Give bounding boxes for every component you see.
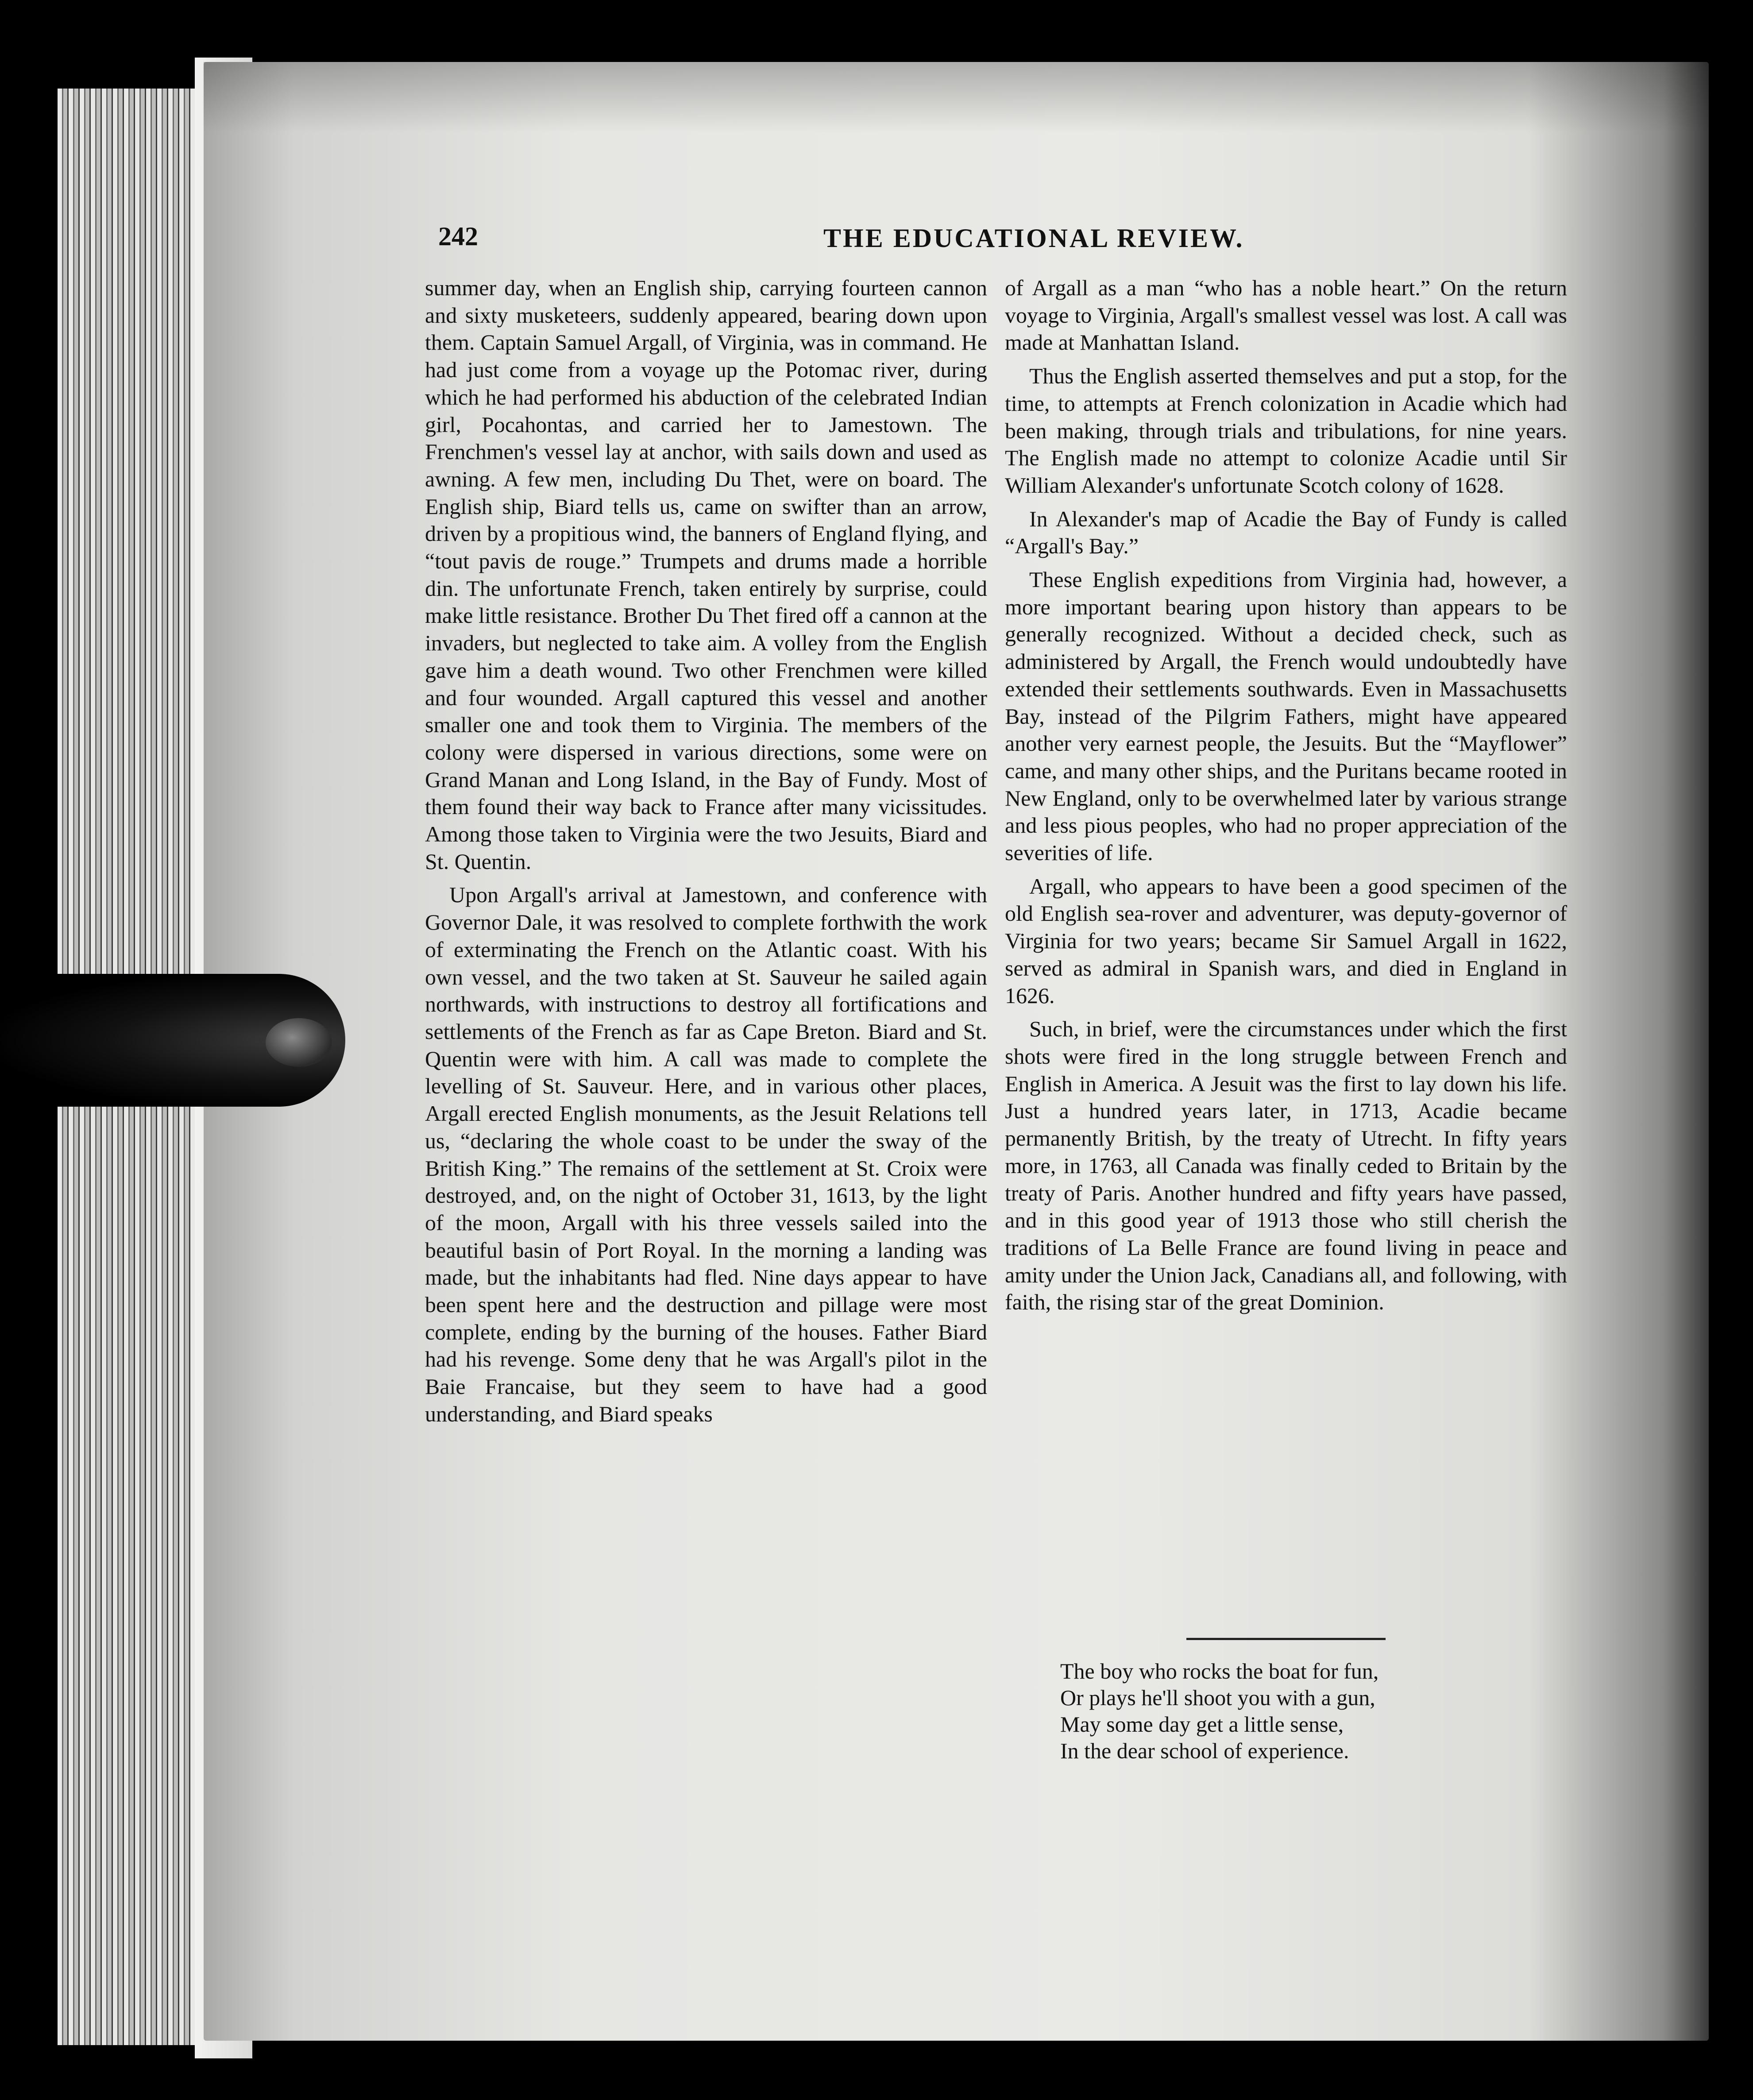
poem-line: In the dear school of experience. bbox=[1060, 1738, 1349, 1763]
paragraph: In Alexander's map of Acadie the Bay of Fundy is called “Argall's Bay.” bbox=[1005, 506, 1567, 559]
paragraph: Argall, who appears to have been a good specimen of the old English sea-rover and adventurer, was deputy-governor of Virginia for two years; became Sir Samuel Argall in 1622, served as admiral in Spanish wars, and died in England in 1626. bbox=[1005, 873, 1567, 1008]
left-column bbox=[425, 274, 987, 1428]
paragraph: Thus the English asserted themselves and put a stop, for the time, to attempts at French colonization in Acadie which had been making, through trials and tribulations, for nine years. The English made no attempt to colonize Acadie until Sir William Alexander's unfortunate Scotch colony of 1628. bbox=[1005, 363, 1567, 498]
right-column bbox=[1005, 274, 1567, 1316]
paragraph: of Argall as a man “who has a noble heart.” On the return voyage to Virginia, Argall's smallest vessel was lost. A call was made at Manhattan Island. bbox=[1005, 275, 1567, 355]
poem bbox=[1060, 1658, 1503, 1764]
paragraph: These English expeditions from Virginia had, however, a more important bearing upon history than appears to be generally recognized. Without a decided check, such as administered by Argall, the French would undoubtedly have extended their settlements southwards. Even in Massachusetts Bay, instead of the Pilgrim Fathers, might have appeared another very earnest people, the Jesuits. But the “Mayflower” came, and many other ships, and the Puritans became rooted in New England, only to be overwhelmed later by various strange and less pious peoples, who had no proper appreciation of the severities of life. bbox=[1005, 567, 1567, 865]
page-header bbox=[438, 221, 1678, 261]
paragraph: summer day, when an English ship, carrying fourteen cannon and sixty musketeers, suddenly appeared, bearing down upon them. Captain Samuel Argall, of Virginia, was in command. He had just come from a voyage up the Potomac river, during which he had performed his abduction of the celebrated Indian girl, Pocahontas, and carried her to Jamestown. The Frenchmen's vessel lay at anchor, with sails down and used as awning. A few men, including Du Thet, were on board. The English ship, Biard tells us, came on swifter than an arrow, driven by a propitious wind, the banners of England flying, and “tout pavis de rouge.” Trumpets and drums made a horrible din. The unfortunate French, taken entirely by surprise, could make little resistance. Brother Du Thet fired off a cannon at the invaders, but neglected to take aim. A volley from the English gave him a death wound. Two other Frenchmen were killed and four wounded. Argall captured this vessel and another smaller one and took them to Virginia. The members of the colony were dispersed in various directions, some were on Grand Manan and Long Island, in the Bay of Fundy. Most of them found their way back to France after many vicissitudes. Among those taken to Virginia were the two Jesuits, Biard and St. Quentin. bbox=[425, 275, 987, 874]
poem-line: Or plays he'll shoot you with a gun, bbox=[1060, 1685, 1375, 1710]
page-shadow bbox=[204, 62, 1709, 133]
section-divider bbox=[1186, 1638, 1386, 1640]
thumbnail-nail bbox=[266, 1018, 332, 1067]
paragraph: Such, in brief, were the circumstances under which the first shots were fired in the long struggle between French and English in America. A Jesuit was the first to lay down his life. Just a hundred years later, in 1713, Acadie became permanently British, by the treaty of Utrecht. In fifty years more, in 1763, all Canada was finally ceded to Britain by the treaty of Paris. Another hundred and fifty years have passed, and in this good year of 1913 those who still cherish the traditions of La Belle France are found living in peace and amity under the Union Jack, Canadians all, and following, with faith, the rising star of the great Dominion. bbox=[1005, 1016, 1567, 1315]
poem-line: The boy who rocks the boat for fun, bbox=[1060, 1659, 1379, 1683]
running-title: THE EDUCATIONAL REVIEW. bbox=[823, 224, 1244, 253]
page-number: 242 bbox=[438, 222, 478, 251]
poem-line: May some day get a little sense, bbox=[1060, 1712, 1344, 1737]
paragraph: Upon Argall's arrival at Jamestown, and conference with Governor Dale, it was resolved to complete forthwith the work of exterminating the French on the Atlantic coast. With his own vessel, and the two taken at St. Sauveur he sailed again northwards, with instructions to destroy all fortifications and settlements of the French as far as Cape Breton. Biard and St. Quentin were with him. A call was made to complete the levelling of St. Sauveur. Here, and in various other places, Argall erected English monuments, as the Jesuit Relations tell us, “declaring the whole coast to be under the sway of the British King.” The remains of the settlement at St. Croix were destroyed, and, on the night of October 31, 1613, by the light of the moon, Argall with his three vessels sailed into the beautiful basin of Port Royal. In the morning a landing was made, but the inhabitants had fled. Nine days appear to have been spent here and the destruction and pillage were most complete, ending by the burning of the houses. Father Biard had his revenge. Some deny that he was Argall's pilot in the Baie Francaise, but they seem to have had a good understanding, and Biard speaks bbox=[425, 882, 987, 1426]
